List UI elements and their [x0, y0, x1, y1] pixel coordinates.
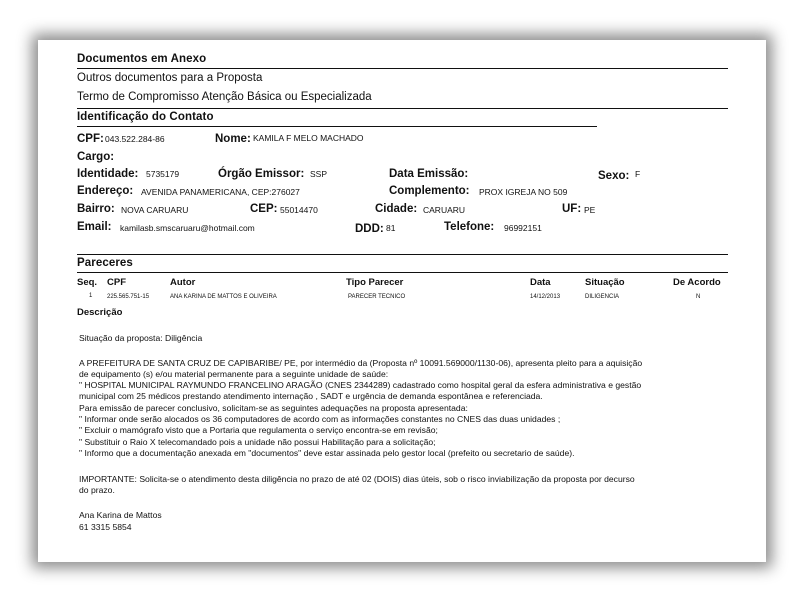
- document-page: [38, 40, 766, 562]
- col-header-autor: Autor: [170, 277, 196, 288]
- orgao-value: SSP: [310, 169, 328, 179]
- bairro-value: NOVA CARUARU: [121, 205, 189, 215]
- descricao-line: " Substituir o Raio X telecomandado pois a unidade não possui Habilitação para a solicitação;: [79, 437, 436, 447]
- endereco-label: Endereço:: [77, 185, 134, 197]
- cell-data: 14/12/2013: [530, 294, 561, 300]
- cep-label: CEP:: [250, 203, 278, 215]
- descricao-line: " Informo que a documentação anexada em "documentos" deve estar assinada pelo gestor local (prefeito ou secretario de saúde).: [79, 448, 575, 458]
- section-title-pareceres: Pareceres: [77, 257, 133, 269]
- uf-label: UF:: [562, 203, 582, 215]
- col-header-acordo: De Acordo: [673, 277, 721, 288]
- descricao-line: IMPORTANTE: Solicita-se o atendimento desta diligência no prazo de até 02 (DOIS) dias úteis, sob o risco inviabilização da proposta por decurso: [79, 474, 635, 484]
- descricao-line: A PREFEITURA DE SANTA CRUZ DE CAPIBARIBE/ PE, por intermédio da (Proposta nº 10091.569000/1130-06), apresenta pleito para a aquisição: [79, 358, 643, 368]
- descricao-line: " HOSPITAL MUNICIPAL RAYMUNDO FRANCELINO ARAGÃO (CNES 2344289) cadastrado como hospital geral da esfera administrativa e gestão: [79, 380, 642, 390]
- cell-situacao: DILIGENCIA: [585, 294, 620, 300]
- col-header-seq: Seq.: [77, 277, 98, 288]
- descricao-line: Situação da proposta: Diligência: [79, 333, 203, 343]
- nome-value: KAMILA F MELO MACHADO: [253, 133, 364, 143]
- telefone-value: 96992151: [504, 223, 542, 233]
- col-header-data: Data: [530, 277, 551, 288]
- cargo-label: Cargo:: [77, 151, 115, 163]
- signature-name: Ana Karina de Mattos: [79, 510, 162, 520]
- document-item: Termo de Compromisso Atenção Básica ou Especializada: [77, 91, 372, 103]
- document-item: Outros documentos para a Proposta: [77, 72, 263, 84]
- col-header-cpf: CPF: [107, 277, 126, 288]
- col-header-situacao: Situação: [585, 277, 625, 288]
- ddd-value: 81: [386, 223, 396, 233]
- descricao-line: de equipamento (s) e/ou material permanente para a seguinte unidade de saúde:: [79, 369, 389, 379]
- identidade-value: 5735179: [146, 169, 180, 179]
- descricao-line: " Informar onde serão alocados os 36 computadores de acordo com as informações constantes no CNES das duas unidades ;: [79, 414, 561, 424]
- cep-value: 55014470: [280, 205, 318, 215]
- divider: [77, 254, 728, 255]
- data-emissao-label: Data Emissão:: [389, 168, 469, 180]
- cell-tipo: PARECER TECNICO: [348, 294, 406, 300]
- email-label: Email:: [77, 221, 112, 233]
- section-title-contato: Identificação do Contato: [77, 111, 214, 123]
- divider: [77, 68, 728, 69]
- divider: [77, 126, 597, 127]
- sexo-label: Sexo:: [598, 170, 630, 182]
- cidade-label: Cidade:: [375, 203, 418, 215]
- sexo-value: F: [635, 169, 641, 179]
- complemento-value: PROX IGREJA NO 509: [479, 187, 568, 197]
- signature-phone: 61 3315 5854: [79, 522, 132, 532]
- uf-value: PE: [584, 205, 596, 215]
- orgao-label: Órgão Emissor:: [218, 168, 305, 180]
- cidade-value: CARUARU: [423, 205, 466, 215]
- section-title-documentos: Documentos em Anexo: [77, 53, 207, 65]
- cell-acordo: N: [696, 294, 701, 300]
- nome-label: Nome:: [215, 133, 251, 145]
- bairro-label: Bairro:: [77, 203, 115, 215]
- descricao-line: " Excluir o mamógrafo visto que a Portaria que regulamenta o serviço encontra-se em revisão;: [79, 425, 438, 435]
- cell-autor: ANA KARINA DE MATTOS E OLIVEIRA: [170, 294, 277, 300]
- divider: [77, 108, 728, 109]
- descricao-line: do prazo.: [79, 485, 115, 495]
- cpf-label: CPF:: [77, 133, 104, 145]
- complemento-label: Complemento:: [389, 185, 470, 197]
- cpf-value: 043.522.284-86: [105, 134, 165, 144]
- email-value: kamilasb.smscaruaru@hotmail.com: [120, 223, 255, 233]
- identidade-label: Identidade:: [77, 168, 139, 180]
- descricao-label: Descrição: [77, 307, 123, 318]
- col-header-tipo: Tipo Parecer: [346, 277, 404, 288]
- endereco-value: AVENIDA PANAMERICANA, CEP:276027: [141, 187, 300, 197]
- telefone-label: Telefone:: [444, 221, 495, 233]
- descricao-line: municipal com 25 médicos prestando atendimento internação , SADT e urgência de demanda espontânea e referenciada.: [79, 391, 543, 401]
- cell-seq: 1: [89, 293, 93, 299]
- descricao-line: Para emissão de parecer conclusivo, solicitam-se as seguintes adequações na proposta apresentada:: [79, 403, 468, 413]
- ddd-label: DDD:: [355, 223, 384, 235]
- divider: [77, 272, 728, 273]
- cell-cpf: 225.565.751-15: [107, 294, 150, 300]
